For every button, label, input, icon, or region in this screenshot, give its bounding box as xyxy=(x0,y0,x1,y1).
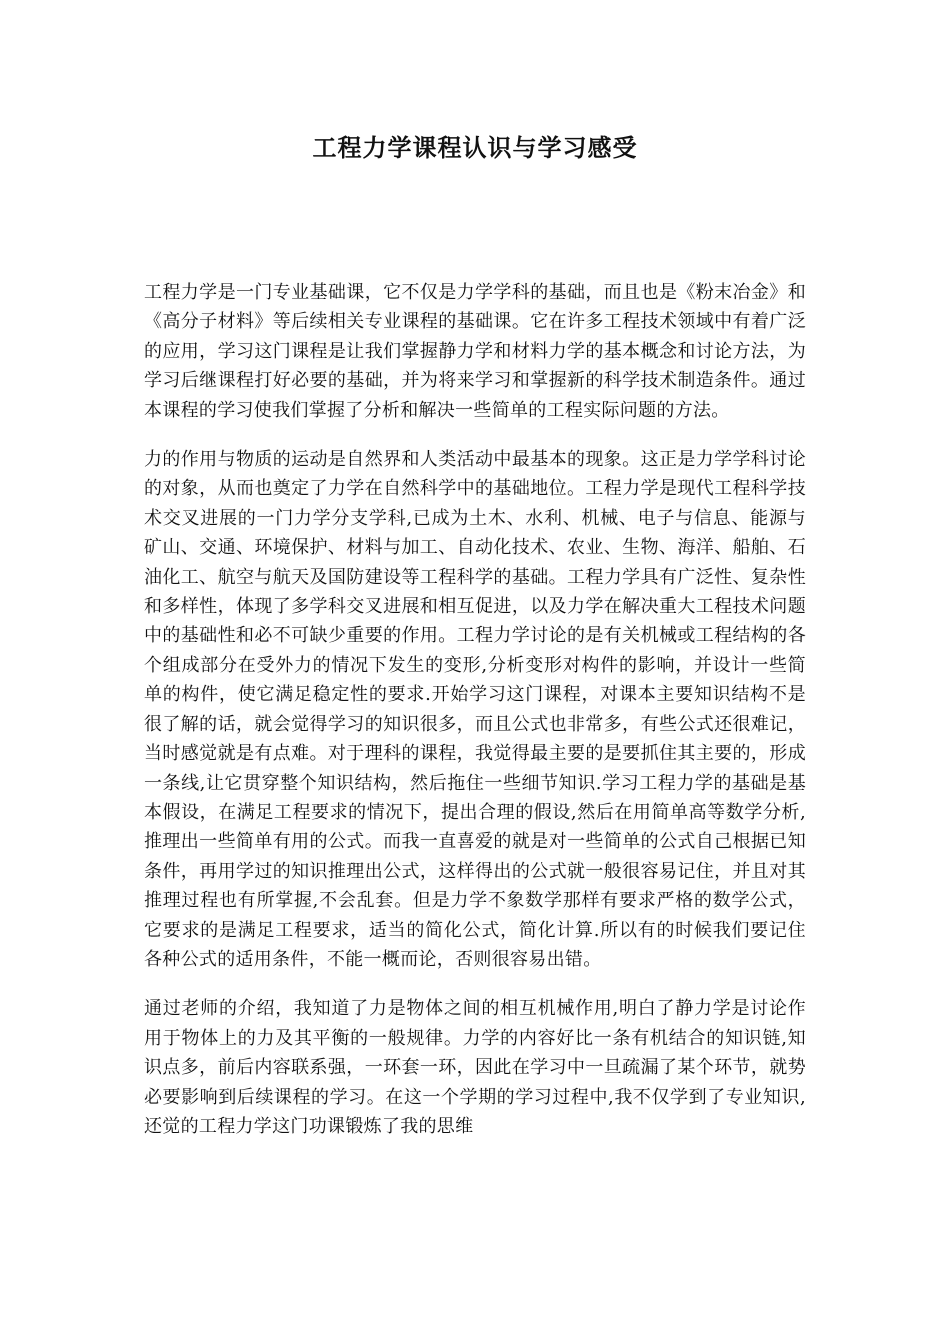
document-body xyxy=(144,278,806,1161)
paragraph-3: 通过老师的介绍，我知道了力是物体之间的相互机械作用,明白了静力学是讨论作用于物体上的力及其平衡的一般规律。力学的内容好比一条有机结合的知识链,知识点多，前后内容联系强，一环套一环，因此在学习中一旦疏漏了某个环节，就势必要影响到后续课程的学习。在这一个学期的学习过程中,我不仅学到了专业知识,还觉的工程力学这门功课锻炼了我的思维 xyxy=(144,998,806,1137)
document-title: 工程力学课程认识与学习感受 xyxy=(312,133,638,162)
paragraph-2: 力的作用与物质的运动是自然界和人类活动中最基本的现象。这正是力学学科讨论的对象，从而也奠定了力学在自然科学中的基础地位。工程力学是现代工程科学技术交叉进展的一门力学分支学科,已成为土木、水利、机械、电子与信息、能源与矿山、交通、环境保护、材料与加工、自动化技术、农业、生物、海洋、船舶、石油化工、航空与航天及国防建设等工程科学的基础。工程力学具有广泛性、复杂性和多样性，体现了多学科交叉进展和相互促进，以及力学在解决重大工程技术问题中的基础性和必不可缺少重要的作用。工程力学讨论的是有关机械或工程结构的各个组成部分在受外力的情况下发生的变形,分析变形对构件的影响，并设计一些简单的构件，使它满足稳定性的要求.开始学习这门课程，对课本主要知识结构不是很了解的话，就会觉得学习的知识很多，而且公式也非常多，有些公式还很难记，当时感觉就是有点难。对于理科的课程，我觉得最主要的是要抓住其主要的，形成一条线,让它贯穿整个知识结构，然后拖住一些细节知识.学习工程力学的基础是基本假设，在满足工程要求的情况下，提出合理的假设,然后在用简单高等数学分析,推理出一些简单有用的公式。而我一直喜爱的就是对一些简单的公式自己根据已知条件，再用学过的知识推理出公式，这样得出的公式就一般很容易记住，并且对其推理过程也有所掌握,不会乱套。但是力学不象数学那样有要求严格的数学公式，它要求的是满足工程要求，适当的简化公式，简化计算.所以有的时候我们要记住各种公式的适用条件，不能一概而论，否则很容易出错。 xyxy=(144,449,806,970)
paragraph-1: 工程力学是一门专业基础课，它不仅是力学学科的基础，而且也是《粉末冶金》和《高分子材料》等后续相关专业课程的基础课。它在许多工程技术领域中有着广泛的应用，学习这门课程是让我们掌握静力学和材料力学的基本概念和讨论方法，为学习后继课程打好必要的基础，并为将来学习和掌握新的科学技术制造条件。通过本课程的学习使我们掌握了分析和解决一些简单的工程实际问题的方法。 xyxy=(144,282,806,421)
